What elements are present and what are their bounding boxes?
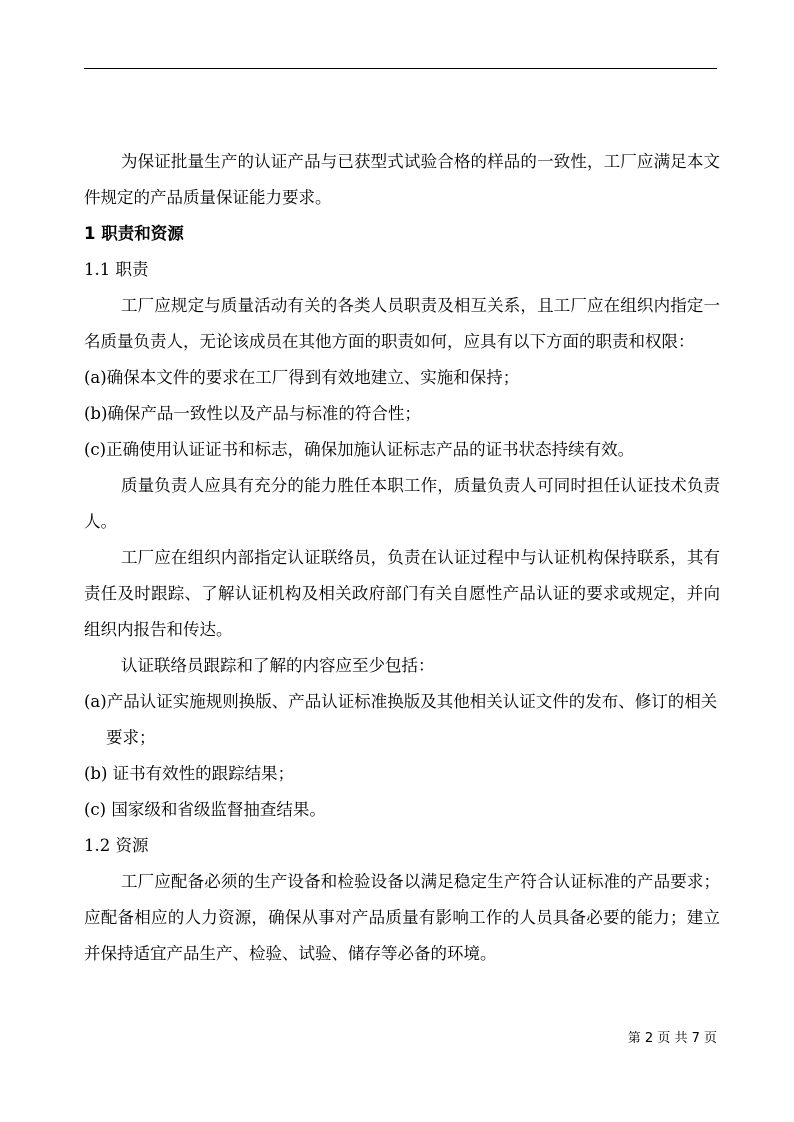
list-item: (c) 国家级和省级监督抽查结果。 [84, 800, 326, 819]
paragraph: 认证联络员跟踪和了解的内容应至少包括： [121, 656, 435, 675]
section-heading: 1 职责和资源 [84, 224, 184, 243]
list-item: (b)确保产品一致性以及产品与标准的符合性； [84, 404, 421, 423]
page-number: 第 2 页 共 7 页 [627, 1031, 717, 1046]
paragraph: 工厂应配备必须的生产设备和检验设备以满足稳定生产符合认证标准的产品要求；应配备相应的人力资源，确保从事对产品质量有影响工作的人员具备必要的能力；建立并保持适宜产品生产、检验、试验、储存等必备的环境。 [84, 872, 720, 963]
paragraph: 工厂应规定与质量活动有关的各类人员职责及相互关系，且工厂应在组织内指定一名质量负责人，无论该成员在其他方面的职责如何，应具有以下方面的职责和权限： [84, 296, 720, 351]
list-item: (a)确保本文件的要求在工厂得到有效地建立、实施和保持； [84, 368, 520, 387]
document-body [84, 144, 720, 972]
header-rule [84, 68, 717, 69]
list-item: (b) 证书有效性的跟踪结果； [84, 764, 295, 783]
list-item: (c)正确使用认证证书和标志，确保加施认证标志产品的证书状态持续有效。 [84, 440, 635, 459]
intro-paragraph: 为保证批量生产的认证产品与已获型式试验合格的样品的一致性，工厂应满足本文件规定的产品质量保证能力要求。 [84, 152, 720, 207]
paragraph: 质量负责人应具有充分的能力胜任本职工作，质量负责人可同时担任认证技术负责人。 [84, 476, 720, 531]
subsection-heading: 1.2 资源 [84, 836, 149, 855]
list-item: (a)产品认证实施规则换版、产品认证标准换版及其他相关认证文件的发布、修订的相关要求； [84, 692, 718, 747]
subsection-heading: 1.1 职责 [84, 260, 149, 279]
paragraph: 工厂应在组织内部指定认证联络员，负责在认证过程中与认证机构保持联系，其有责任及时跟踪、了解认证机构及相关政府部门有关自愿性产品认证的要求或规定，并向组织内报告和传达。 [84, 548, 720, 639]
